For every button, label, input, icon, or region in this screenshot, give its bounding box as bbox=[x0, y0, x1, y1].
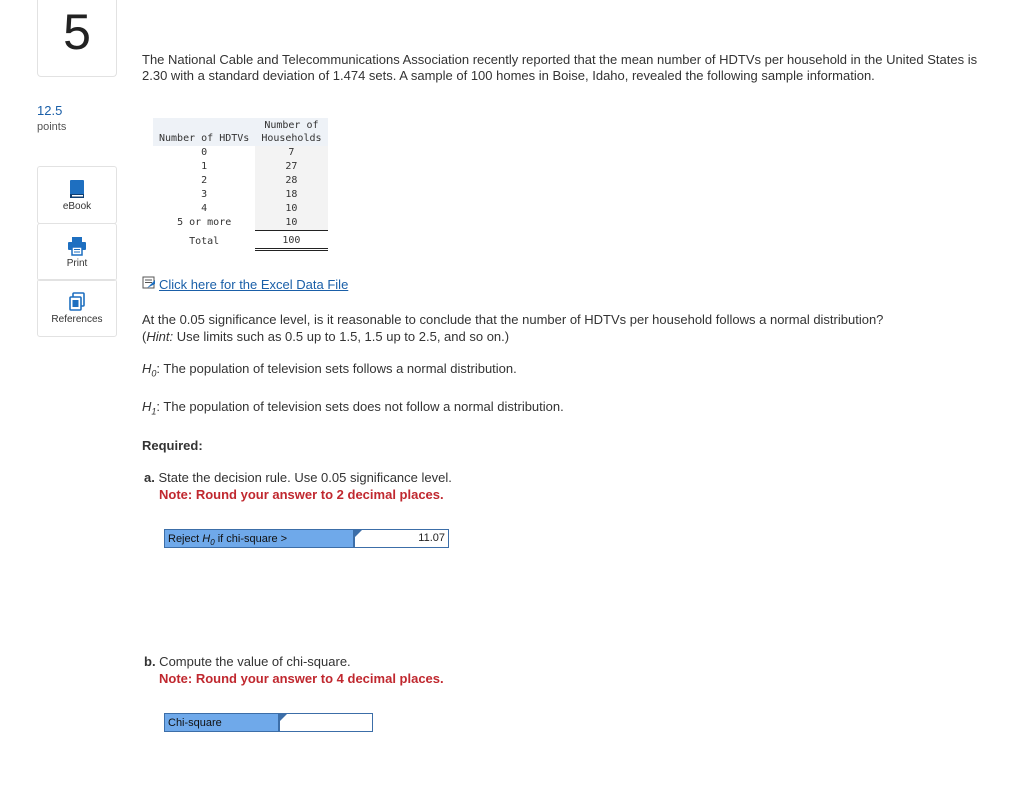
table-cell: 18 bbox=[255, 188, 327, 202]
table-cell: 4 bbox=[201, 203, 208, 214]
ebook-label: eBook bbox=[62, 200, 92, 212]
part-b bbox=[144, 653, 444, 687]
reject-rule-label: Reject $H_0$ if chi-square > bbox=[164, 529, 354, 548]
question-number: 5 bbox=[63, 4, 91, 60]
table-cell: 5 or more bbox=[177, 217, 232, 229]
table-cell: 7 bbox=[255, 146, 327, 160]
hint-text: Use limits such as 0.5 up to 1.5, 1.5 up to 2.5, and so on.) bbox=[173, 329, 510, 344]
table-cell: 10 bbox=[255, 202, 327, 216]
excel-file-icon bbox=[142, 276, 156, 292]
table-total-row bbox=[153, 231, 328, 250]
table-cell: 0 bbox=[201, 147, 208, 158]
critical-value-input[interactable]: 11.07 bbox=[354, 529, 449, 548]
part-a bbox=[144, 469, 452, 503]
part-b-answer-row bbox=[164, 713, 373, 732]
references-icon bbox=[68, 292, 86, 312]
intro-text: The National Cable and Telecommunications Association recently reported that the mean number of HDTVs per household in the United States is 2.30 with a standard deviation of 1.474 sets. A sample of 100 homes in Boise, Idaho, revealed the following sample information. bbox=[142, 52, 978, 83]
table-total-value: 100 bbox=[255, 231, 327, 250]
table-cell: 2 bbox=[201, 175, 208, 186]
excel-data-link[interactable] bbox=[142, 276, 348, 292]
table-row bbox=[153, 188, 328, 202]
null-hypothesis-text: : The population of television sets follows a normal distribution. bbox=[156, 361, 517, 376]
part-a-text: State the decision rule. Use 0.05 significance level. bbox=[154, 470, 452, 485]
book-icon bbox=[68, 179, 86, 199]
table-cell: 28 bbox=[255, 174, 327, 188]
points-value: 12.5 bbox=[37, 103, 63, 118]
part-a-answer-row bbox=[164, 529, 449, 548]
ebook-button[interactable] bbox=[37, 166, 117, 224]
table-row bbox=[153, 160, 328, 174]
references-button[interactable] bbox=[37, 279, 117, 337]
data-table bbox=[153, 118, 328, 251]
part-b-label: b. bbox=[144, 654, 156, 669]
question-number-box bbox=[37, 0, 117, 77]
question-body bbox=[142, 52, 1002, 84]
points-label: points bbox=[37, 121, 67, 133]
table-cell: 27 bbox=[255, 160, 327, 174]
table-cell: 10 bbox=[255, 216, 327, 231]
chi-square-input[interactable] bbox=[279, 713, 373, 732]
part-b-text: Compute the value of chi-square. bbox=[155, 654, 351, 669]
part-a-label: a. bbox=[144, 470, 155, 485]
question-text-block: At the 0.05 significance level, is it reasonable to conclude that the number of HDTVs per household follows a normal distribution? (Hint: Use limits such as 0.5 up to 1.5, 1.5 up to 2.5, and so on.) bbox=[142, 312, 884, 344]
alternative-hypothesis: $H_1$: The population of television sets does not follow a normal distribution. bbox=[142, 399, 564, 417]
table-row bbox=[153, 146, 328, 160]
table-cell: 3 bbox=[201, 189, 208, 200]
table-row bbox=[153, 202, 328, 216]
table-header-households: Number of Households bbox=[255, 118, 327, 146]
references-label: References bbox=[51, 313, 103, 325]
required-heading: Required: bbox=[142, 438, 203, 453]
alternative-hypothesis-text: : The population of television sets does not follow a normal distribution. bbox=[156, 399, 564, 414]
printer-icon bbox=[67, 236, 87, 256]
hint-label: Hint: bbox=[146, 329, 174, 344]
table-row bbox=[153, 216, 328, 231]
question-text: At the 0.05 significance level, is it reasonable to conclude that the number of HDTVs per household follows a normal distribution? bbox=[142, 312, 884, 327]
print-label: Print bbox=[66, 257, 88, 269]
print-button[interactable] bbox=[37, 223, 117, 281]
part-b-note: Note: Round your answer to 4 decimal places. bbox=[159, 671, 444, 686]
part-a-note: Note: Round your answer to 2 decimal places. bbox=[159, 487, 444, 502]
chi-square-label: Chi-square bbox=[164, 713, 279, 732]
excel-link-text[interactable]: Click here for the Excel Data File bbox=[159, 276, 349, 292]
table-total-label: Total bbox=[189, 235, 220, 247]
table-row bbox=[153, 174, 328, 188]
null-hypothesis: $H_0$: The population of television sets follows a normal distribution. bbox=[142, 361, 517, 379]
table-header-hdtvs: Number of HDTVs bbox=[153, 118, 255, 146]
table-cell: 1 bbox=[201, 161, 208, 172]
